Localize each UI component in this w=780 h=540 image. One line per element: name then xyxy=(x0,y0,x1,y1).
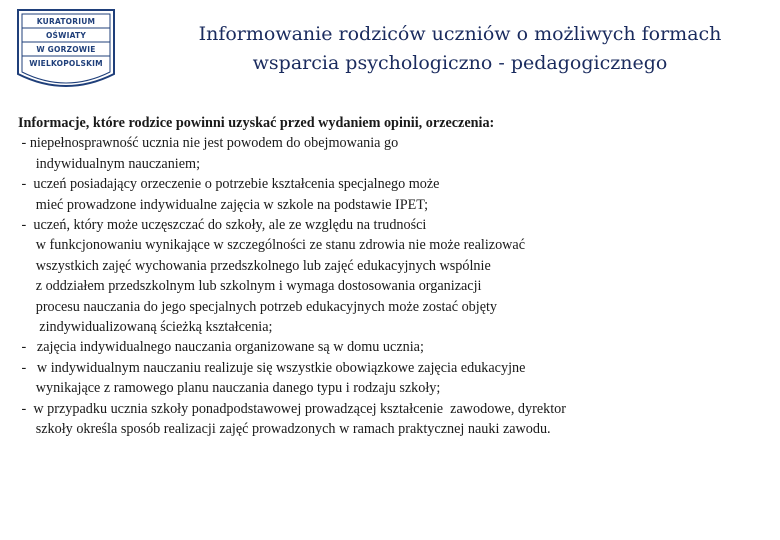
kuratorium-logo xyxy=(4,6,124,94)
content-line: - niepełnosprawność ucznia nie jest powodem do obejmowania go xyxy=(18,135,399,152)
content-line: - zajęcia indywidualnego nauczania organizowane są w domu ucznia; xyxy=(18,339,424,356)
content-line: - w indywidualnym nauczaniu realizuje się wszystkie obowiązkowe zajęcia edukacyjne xyxy=(18,359,526,376)
content-line: - uczeń posiadający orzeczenie o potrzebie kształcenia specjalnego może xyxy=(18,176,440,193)
page-title xyxy=(150,20,770,78)
content-line: zindywidualizowaną ścieżką kształcenia; xyxy=(18,319,273,336)
logo-line-4: WIELKOPOLSKIM xyxy=(29,59,103,68)
content-line: - w przypadku ucznia szkoły ponadpodstawowej prowadzącej kształcenie zawodowe, dyrektor xyxy=(18,400,566,417)
content-line: szkoły określa sposób realizacji zajęć prowadzonych w ramach praktycznej nauki zawodu. xyxy=(18,421,551,438)
logo-line-3: W GORZOWIE xyxy=(36,45,96,54)
title-line-2: wsparcia psychologiczno - pedagogicznego xyxy=(252,52,668,74)
content-line: procesu nauczania do jego specjalnych potrzeb edukacyjnych może zostać objęty xyxy=(18,298,498,315)
content-line: wynikające z ramowego planu nauczania danego typu i rodzaju szkoły; xyxy=(18,380,441,397)
content-heading: Informacje, które rodzice powinni uzyskać przed wydaniem opinii, orzeczenia: xyxy=(18,115,495,131)
logo-line-1: KURATORIUM xyxy=(36,17,96,26)
title-line-1: Informowanie rodziców uczniów o możliwych formach xyxy=(198,23,722,45)
content-body xyxy=(18,113,778,440)
content-line: mieć prowadzone indywidualne zajęcia w szkole na podstawie IPET; xyxy=(18,196,429,213)
content-line: z oddziałem przedszkolnym lub szkolnym i wymaga dostosowania organizacji xyxy=(18,278,482,295)
logo-line-2: OŚWIATY xyxy=(45,31,86,40)
content-line: - uczeń, który może uczęszczać do szkoły, ale ze względu na trudności xyxy=(18,217,427,234)
content-line: indywidualnym nauczaniem; xyxy=(18,155,201,172)
content-line: wszystkich zajęć wychowania przedszkolnego lub zajęć edukacyjnych wspólnie xyxy=(18,257,491,274)
content-line: w funkcjonowaniu wynikające w szczególności ze stanu zdrowia nie może realizować xyxy=(18,237,526,254)
